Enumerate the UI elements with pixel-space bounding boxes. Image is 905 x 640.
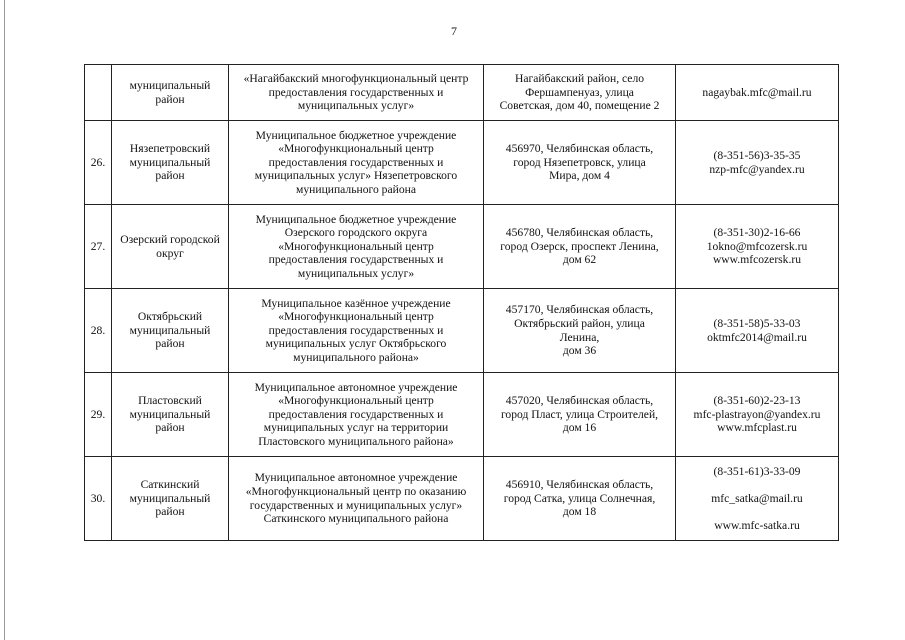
address-line: 457170, Челябинская область, (505, 303, 654, 317)
address-line: Фершампенуаз, улица (525, 85, 634, 99)
institution-line: муниципального района» (293, 350, 419, 364)
district-line: муниципальный (129, 155, 211, 169)
contact-line: oktmfc2014@mail.ru (707, 330, 807, 344)
table-row (85, 289, 839, 373)
district-cell (112, 205, 229, 289)
institution-line: «Многофункциональный центр (278, 310, 434, 324)
institution-cell (229, 121, 484, 205)
address-cell (484, 65, 676, 121)
institution-line: «Многофункциональный центр (278, 239, 434, 253)
address-line: 456780, Челябинская область, (505, 226, 654, 240)
contact-line: (8-351-58)5-33-03 (713, 316, 801, 330)
institution-line: муниципальных услуг» Нязепетровского (254, 169, 458, 183)
institution-line: муниципальных услуг на территории (263, 421, 449, 435)
institution-line: Муниципальное автономное учреждение (254, 471, 458, 485)
address-cell (484, 121, 676, 205)
institution-line: предоставления государственных и (268, 323, 444, 337)
contact-line: (8-351-60)2-23-13 (713, 394, 801, 408)
address-line: город Нязепетровск, улица (513, 155, 646, 169)
address-line: 457020, Челябинская область, (505, 394, 654, 408)
address-line: Советская, дом 40, помещение 2 (499, 99, 660, 113)
district-cell (112, 373, 229, 457)
contacts-cell (676, 457, 839, 541)
district-cell (112, 289, 229, 373)
table-row (85, 205, 839, 289)
address-line: 456910, Челябинская область, (505, 478, 654, 492)
district-line: Озерский городской (120, 232, 220, 246)
institution-cell (229, 205, 484, 289)
table-row (85, 65, 839, 121)
contact-line: www.mfcplast.ru (717, 421, 797, 435)
district-line: муниципальный (129, 491, 211, 505)
address-line: дом 62 (562, 253, 597, 267)
institution-line: муниципальных услуг» (297, 266, 415, 280)
contacts-cell (676, 289, 839, 373)
institution-line: Муниципальное бюджетное учреждение (255, 128, 457, 142)
district-line: район (155, 169, 185, 183)
mfc-table (84, 64, 839, 541)
district-cell (112, 457, 229, 541)
contacts-cell (676, 373, 839, 457)
institution-line: предоставления государственных и (268, 155, 444, 169)
address-line: Ленина, (559, 330, 600, 344)
institution-line: Озерского городского округа (284, 226, 428, 240)
row-number: 30. (85, 457, 112, 541)
contact-gap (680, 478, 834, 492)
institution-line: предоставления государственных и (268, 407, 444, 421)
row-number: 26. (85, 121, 112, 205)
contacts-cell (676, 205, 839, 289)
address-line: дом 18 (562, 505, 597, 519)
address-cell (484, 289, 676, 373)
contact-line: mfc-plastrayon@yandex.ru (693, 407, 821, 421)
contacts-cell (676, 121, 839, 205)
district-line: район (155, 505, 185, 519)
district-cell (112, 121, 229, 205)
table-row (85, 373, 839, 457)
contact-line: (8-351-56)3-35-35 (713, 148, 801, 162)
address-line: Октябрьский район, улица (514, 316, 645, 330)
address-line: дом 36 (562, 344, 597, 358)
institution-line: «Многофункциональный центр (278, 142, 434, 156)
institution-line: государственных и муниципальных услуг» (249, 498, 463, 512)
address-line: 456970, Челябинская область, (505, 142, 654, 156)
contact-line: nagaybak.mfc@mail.ru (702, 85, 812, 99)
institution-line: муниципальных услуг Октябрьского (265, 337, 447, 351)
district-line: Октябрьский (137, 310, 203, 324)
row-number: 28. (85, 289, 112, 373)
institution-line: муниципальных услуг» (297, 99, 415, 113)
district-line: муниципальный (129, 78, 211, 92)
district-line: округ (156, 246, 184, 260)
address-line: Мира, дом 4 (549, 169, 610, 183)
institution-line: Саткинского муниципального района (263, 512, 449, 526)
contact-line: www.mfc-satka.ru (714, 518, 800, 532)
district-line: муниципальный (129, 407, 211, 421)
address-line: город Сатка, улица Солнечная, (503, 491, 656, 505)
address-cell (484, 205, 676, 289)
contact-gap (680, 505, 834, 519)
district-line: район (155, 92, 185, 106)
institution-line: Муниципальное бюджетное учреждение (255, 212, 457, 226)
address-line: Нагайбакский район, село (514, 72, 645, 86)
address-cell (484, 373, 676, 457)
address-line: город Пласт, улица Строителей, (500, 407, 659, 421)
contact-line: 1okno@mfcozersk.ru (706, 239, 808, 253)
address-line: город Озерск, проспект Ленина, (500, 239, 659, 253)
contact-line: www.mfcozersk.ru (712, 253, 802, 267)
mfc-table-body (85, 65, 839, 541)
row-number: 27. (85, 205, 112, 289)
institution-cell (229, 289, 484, 373)
contact-line: (8-351-61)3-33-09 (713, 464, 801, 478)
institution-line: Пластовского муниципального района» (258, 434, 454, 448)
contact-line: nzp-mfc@yandex.ru (709, 162, 805, 176)
institution-cell (229, 65, 484, 121)
row-number: 29. (85, 373, 112, 457)
institution-line: муниципального района (296, 182, 416, 196)
institution-line: Муниципальное казённое учреждение (261, 296, 451, 310)
district-cell (112, 65, 229, 121)
institution-line: предоставления государственных и (268, 85, 444, 99)
institution-line: «Нагайбакский многофункциональный центр (243, 72, 469, 86)
district-line: Пластовский (138, 394, 202, 408)
district-line: муниципальный (129, 323, 211, 337)
institution-line: «Многофункциональный центр по оказанию (245, 484, 467, 498)
row-number (85, 65, 112, 121)
contact-line: (8-351-30)2-16-66 (713, 226, 801, 240)
page-number: 7 (451, 24, 457, 38)
table-row (85, 457, 839, 541)
address-cell (484, 457, 676, 541)
district-line: Саткинский (140, 478, 200, 492)
institution-cell (229, 373, 484, 457)
district-line: Нязепетровский (129, 142, 211, 156)
page-left-edge (4, 0, 5, 640)
institution-line: Муниципальное автономное учреждение (254, 380, 458, 394)
institution-line: «Многофункциональный центр (278, 394, 434, 408)
contacts-cell (676, 65, 839, 121)
contact-line: mfc_satka@mail.ru (711, 491, 803, 505)
district-line: район (155, 421, 185, 435)
table-row (85, 121, 839, 205)
district-line: район (155, 337, 185, 351)
institution-cell (229, 457, 484, 541)
institution-line: предоставления государственных и (268, 253, 444, 267)
address-line: дом 16 (562, 421, 597, 435)
